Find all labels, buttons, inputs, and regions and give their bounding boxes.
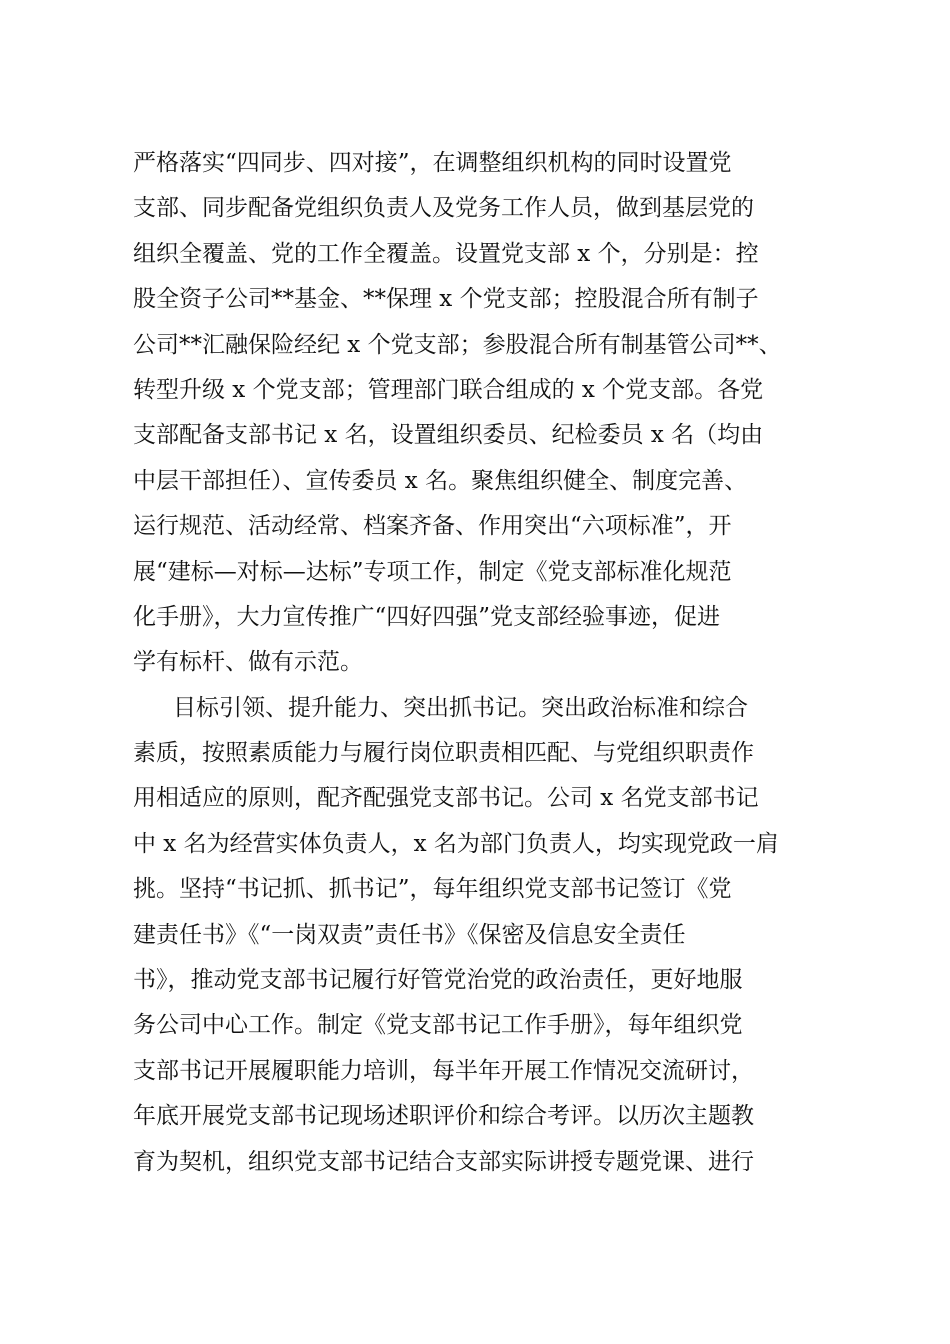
text-line: 务公司中心工作。制定《党支部书记工作手册》，每年组织党	[133, 1012, 743, 1039]
text-line: 组织全覆盖、党的工作全覆盖。设置党支部 x 个，分别是：控	[133, 240, 759, 267]
text-line: 建责任书》《“一岗双责”责任书》《保密及信息安全责任	[133, 921, 686, 948]
text-line: 支部书记开展履职能力培训，每半年开展工作情况交流研讨，	[133, 1057, 754, 1084]
text-line: 股全资子公司**基金、**保理 x 个党支部；控股混合所有制子	[133, 286, 759, 313]
text-line: 展“建标—对标—达标”专项工作，制定《党支部标准化规范	[133, 558, 732, 585]
paragraph-branch-secretary	[133, 686, 833, 1185]
text-line: 中 x 名为经营实体负责人，x 名为部门负责人，均实现党政一肩	[133, 830, 779, 857]
paragraph-party-branch-setup	[133, 141, 833, 686]
text-line: 支部、同步配备党组织负责人及党务工作人员，做到基层党的	[133, 195, 754, 222]
text-line: 严格落实“四同步、四对接”，在调整组织机构的同时设置党	[133, 150, 732, 176]
text-line: 年底开展党支部书记现场述职评价和综合考评。以历次主题教	[133, 1103, 754, 1130]
text-line: 中层干部担任）、宣传委员 x 名。聚焦组织健全、制度完善、	[133, 467, 748, 494]
text-line: 支部配备支部书记 x 名，设置组织委员、纪检委员 x 名（均由	[133, 422, 764, 449]
text-line: 素质，按照素质能力与履行岗位职责相匹配、与党组织职责作	[133, 740, 754, 767]
document-body	[133, 141, 833, 1185]
text-line: 目标引领、提升能力、突出抓书记。突出政治标准和综合	[173, 694, 748, 721]
text-line: 挑。坚持“书记抓、抓书记”，每年组织党支部书记签订《党	[133, 876, 732, 903]
text-line: 运行规范、活动经常、档案齐备、作用突出“六项标准”，开	[133, 513, 732, 540]
text-line: 公司**汇融保险经纪 x 个党支部；参股混合所有制基管公司**、	[133, 331, 782, 358]
text-line: 化手册》，大力宣传推广“四好四强”党支部经验事迹，促进	[133, 603, 721, 630]
text-line: 转型升级 x 个党支部；管理部门联合组成的 x 个党支部。各党	[133, 376, 764, 403]
text-line: 学有标杆、做有示范。	[133, 649, 363, 676]
text-line: 育为契机，组织党支部书记结合支部实际讲授专题党课、进行	[133, 1148, 754, 1175]
text-line: 书》，推动党支部书记履行好管党治党的政治责任，更好地服	[133, 967, 743, 994]
text-line: 用相适应的原则，配齐配强党支部书记。公司 x 名党支部书记	[133, 785, 759, 812]
